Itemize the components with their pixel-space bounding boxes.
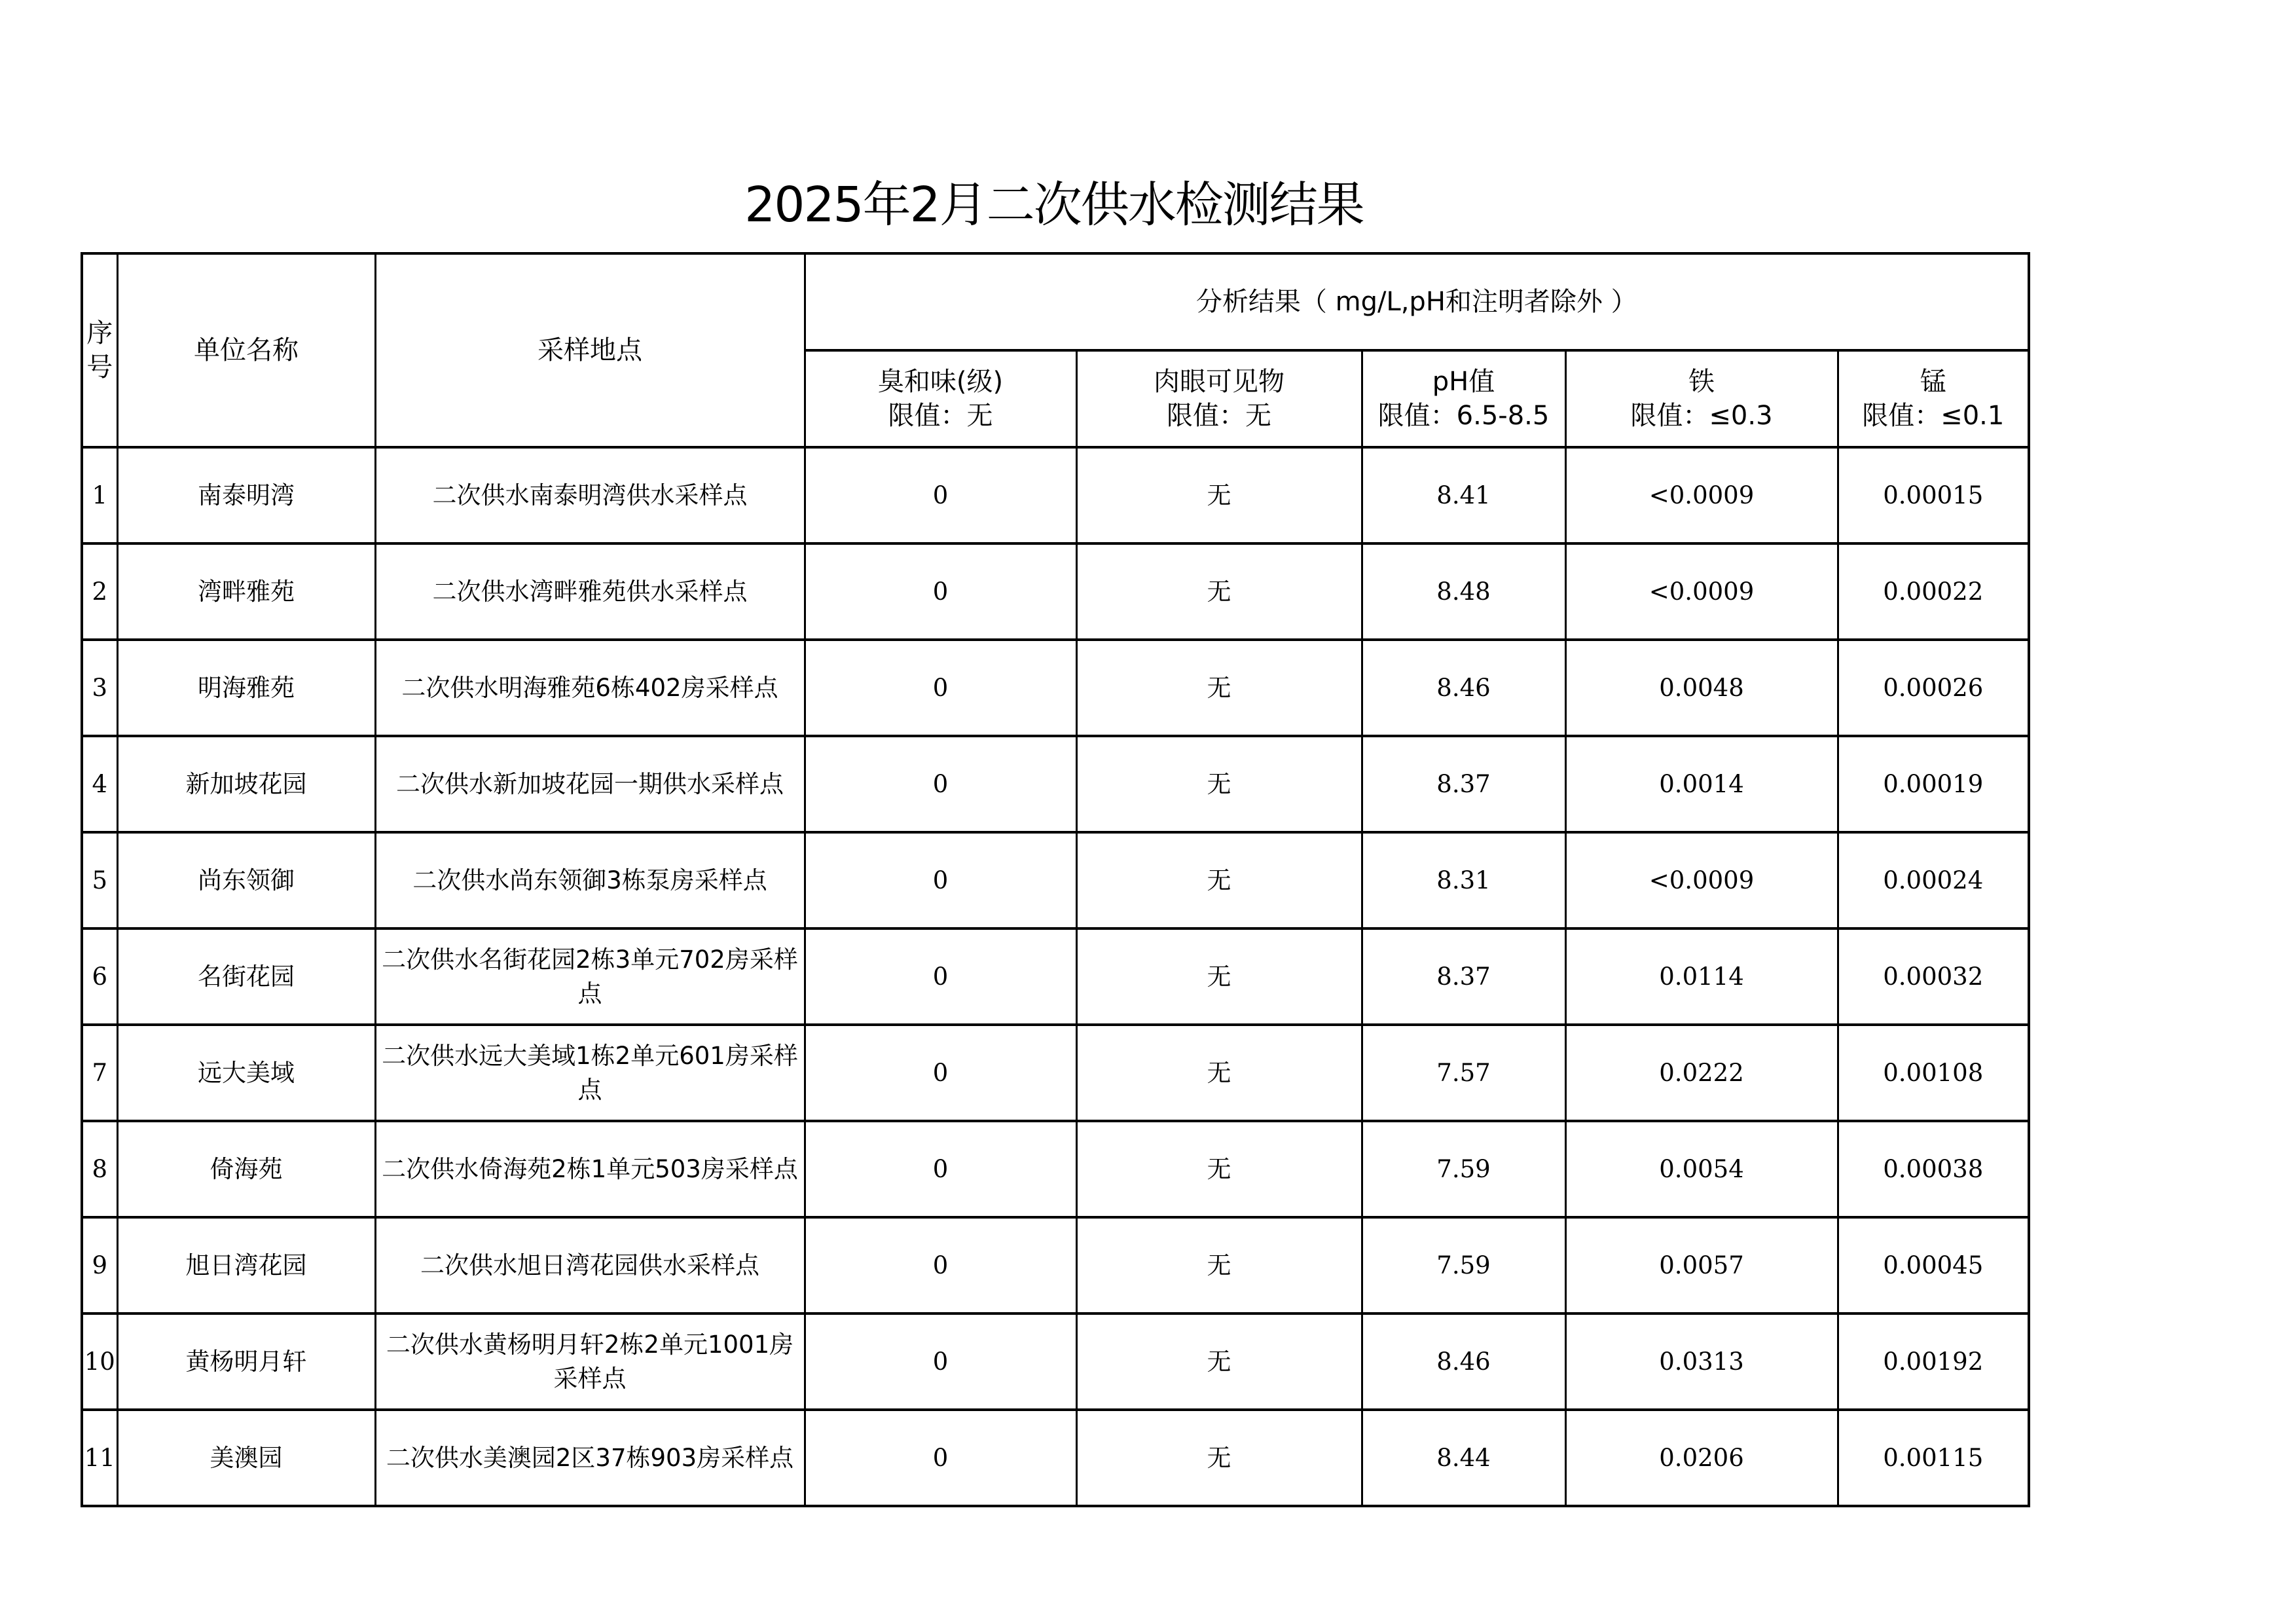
- cell-seq: 10: [82, 1313, 117, 1410]
- cell-unit: 黄杨明月轩: [117, 1313, 375, 1410]
- cell-unit: 明海雅苑: [117, 640, 375, 736]
- document-title: 2025年2月二次供水检测结果: [744, 177, 1364, 233]
- header-manganese-limit: 限值：≤0.1: [1862, 401, 2005, 431]
- cell-seq: 5: [82, 832, 117, 928]
- table-row: [82, 447, 2029, 543]
- header-row-group: [82, 253, 2029, 350]
- cell-visible: 无: [1076, 1313, 1362, 1410]
- cell-ph: 8.46: [1362, 640, 1565, 736]
- cell-visible: 无: [1076, 832, 1362, 928]
- cell-site: 二次供水湾畔雅苑供水采样点: [375, 543, 805, 640]
- cell-ph: 8.37: [1362, 928, 1565, 1025]
- cell-seq: 8: [82, 1121, 117, 1217]
- cell-iron: 0.0114: [1565, 928, 1838, 1025]
- cell-visible: 无: [1076, 640, 1362, 736]
- header-visible-matter: [1076, 350, 1362, 447]
- header-iron: [1565, 350, 1838, 447]
- cell-unit: 名街花园: [117, 928, 375, 1025]
- cell-site: 二次供水尚东领御3栋泵房采样点: [375, 832, 805, 928]
- cell-iron: <0.0009: [1565, 447, 1838, 543]
- cell-odor: 0: [805, 1121, 1076, 1217]
- header-ph-name: pH值: [1432, 367, 1495, 397]
- cell-iron: 0.0054: [1565, 1121, 1838, 1217]
- cell-odor: 0: [805, 1217, 1076, 1313]
- cell-unit: 尚东领御: [117, 832, 375, 928]
- cell-odor: 0: [805, 1313, 1076, 1410]
- cell-manganese: 0.00108: [1838, 1025, 2029, 1121]
- header-iron-name: 铁: [1688, 367, 1715, 397]
- cell-manganese: 0.00038: [1838, 1121, 2029, 1217]
- cell-seq: 3: [82, 640, 117, 736]
- cell-ph: 8.31: [1362, 832, 1565, 928]
- cell-seq: 11: [82, 1410, 117, 1506]
- cell-iron: 0.0313: [1565, 1313, 1838, 1410]
- table-row: [82, 1410, 2029, 1506]
- table-row: [82, 543, 2029, 640]
- cell-unit: 旭日湾花园: [117, 1217, 375, 1313]
- cell-odor: 0: [805, 1025, 1076, 1121]
- cell-iron: 0.0222: [1565, 1025, 1838, 1121]
- cell-seq: 9: [82, 1217, 117, 1313]
- header-analysis-results: 分析结果（ mg/L,pH和注明者除外 ）: [805, 253, 2029, 350]
- cell-odor: 0: [805, 447, 1076, 543]
- cell-odor: 0: [805, 543, 1076, 640]
- cell-seq: 2: [82, 543, 117, 640]
- cell-manganese: 0.00024: [1838, 832, 2029, 928]
- cell-site: 二次供水美澳园2区37栋903房采样点: [375, 1410, 805, 1506]
- cell-visible: 无: [1076, 736, 1362, 832]
- cell-manganese: 0.00115: [1838, 1410, 2029, 1506]
- cell-ph: 8.44: [1362, 1410, 1565, 1506]
- cell-visible: 无: [1076, 928, 1362, 1025]
- table-row: [82, 640, 2029, 736]
- cell-site: 二次供水旭日湾花园供水采样点: [375, 1217, 805, 1313]
- cell-visible: 无: [1076, 1410, 1362, 1506]
- cell-odor: 0: [805, 640, 1076, 736]
- cell-odor: 0: [805, 1410, 1076, 1506]
- cell-site: 二次供水倚海苑2栋1单元503房采样点: [375, 1121, 805, 1217]
- cell-ph: 8.37: [1362, 736, 1565, 832]
- header-visible-name: 肉眼可见物: [1154, 367, 1285, 397]
- cell-visible: 无: [1076, 543, 1362, 640]
- header-sample-site: 采样地点: [375, 253, 805, 447]
- cell-visible: 无: [1076, 447, 1362, 543]
- cell-iron: 0.0206: [1565, 1410, 1838, 1506]
- cell-unit: 新加坡花园: [117, 736, 375, 832]
- cell-manganese: 0.00022: [1838, 543, 2029, 640]
- cell-manganese: 0.00032: [1838, 928, 2029, 1025]
- cell-unit: 倚海苑: [117, 1121, 375, 1217]
- table-row: [82, 1217, 2029, 1313]
- cell-seq: 4: [82, 736, 117, 832]
- cell-manganese: 0.00045: [1838, 1217, 2029, 1313]
- cell-manganese: 0.00026: [1838, 640, 2029, 736]
- cell-manganese: 0.00015: [1838, 447, 2029, 543]
- cell-site: 二次供水黄杨明月轩2栋2单元1001房采样点: [375, 1313, 805, 1410]
- cell-site: 二次供水南泰明湾供水采样点: [375, 447, 805, 543]
- cell-odor: 0: [805, 928, 1076, 1025]
- header-manganese-name: 锰: [1920, 367, 1946, 397]
- cell-ph: 7.59: [1362, 1217, 1565, 1313]
- cell-iron: 0.0014: [1565, 736, 1838, 832]
- header-ph-limit: 限值：6.5-8.5: [1377, 401, 1550, 431]
- cell-unit: 湾畔雅苑: [117, 543, 375, 640]
- results-table: [81, 252, 2030, 1507]
- cell-manganese: 0.00019: [1838, 736, 2029, 832]
- cell-iron: 0.0048: [1565, 640, 1838, 736]
- header-visible-limit: 限值：无: [1167, 401, 1271, 431]
- cell-ph: 8.48: [1362, 543, 1565, 640]
- cell-seq: 6: [82, 928, 117, 1025]
- cell-site: 二次供水新加坡花园一期供水采样点: [375, 736, 805, 832]
- cell-iron: <0.0009: [1565, 832, 1838, 928]
- cell-visible: 无: [1076, 1217, 1362, 1313]
- cell-site: 二次供水远大美域1栋2单元601房采样点: [375, 1025, 805, 1121]
- table-row: [82, 1313, 2029, 1410]
- cell-odor: 0: [805, 736, 1076, 832]
- cell-unit: 远大美域: [117, 1025, 375, 1121]
- header-iron-limit: 限值：≤0.3: [1630, 401, 1773, 431]
- cell-ph: 7.59: [1362, 1121, 1565, 1217]
- cell-iron: 0.0057: [1565, 1217, 1838, 1313]
- cell-site: 二次供水明海雅苑6栋402房采样点: [375, 640, 805, 736]
- cell-site: 二次供水名街花园2栋3单元702房采样点: [375, 928, 805, 1025]
- cell-seq: 7: [82, 1025, 117, 1121]
- cell-visible: 无: [1076, 1025, 1362, 1121]
- cell-odor: 0: [805, 832, 1076, 928]
- table-row: [82, 928, 2029, 1025]
- header-ph: [1362, 350, 1565, 447]
- header-odor-name: 臭和味(级): [877, 367, 1004, 397]
- table-row: [82, 1121, 2029, 1217]
- header-seq: 序号: [82, 253, 117, 447]
- cell-unit: 南泰明湾: [117, 447, 375, 543]
- table-row: [82, 1025, 2029, 1121]
- cell-ph: 8.41: [1362, 447, 1565, 543]
- table-row: [82, 832, 2029, 928]
- cell-ph: 8.46: [1362, 1313, 1565, 1410]
- header-odor: [805, 350, 1076, 447]
- header-odor-limit: 限值：无: [888, 401, 993, 431]
- cell-manganese: 0.00192: [1838, 1313, 2029, 1410]
- cell-visible: 无: [1076, 1121, 1362, 1217]
- cell-seq: 1: [82, 447, 117, 543]
- header-manganese: [1838, 350, 2029, 447]
- cell-ph: 7.57: [1362, 1025, 1565, 1121]
- table-row: [82, 736, 2029, 832]
- header-unit-name: 单位名称: [117, 253, 375, 447]
- cell-unit: 美澳园: [117, 1410, 375, 1506]
- cell-iron: <0.0009: [1565, 543, 1838, 640]
